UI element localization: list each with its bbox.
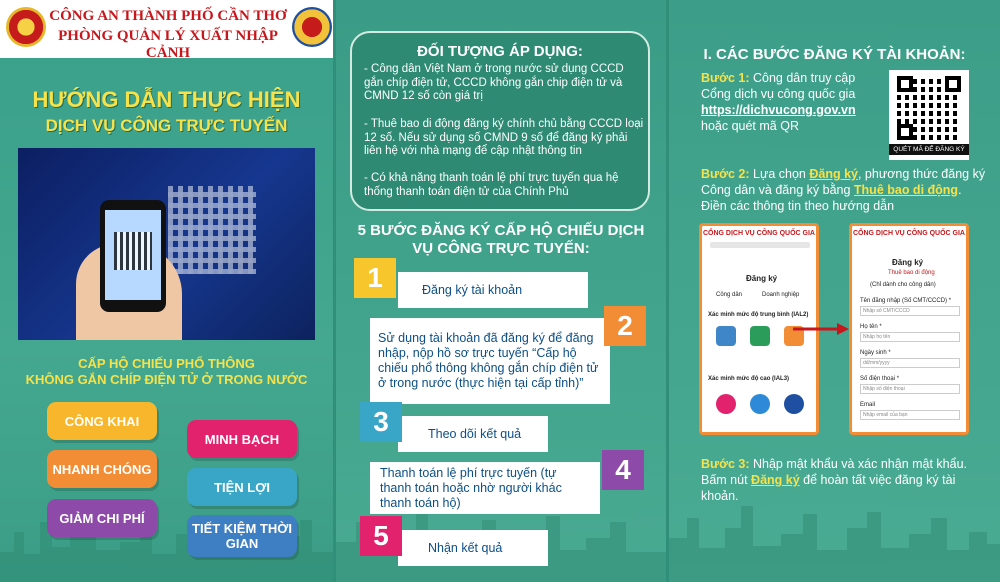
step-1-text: Đăng ký tài khoản bbox=[422, 282, 523, 297]
phone-qr-photo bbox=[18, 148, 315, 340]
header-line-2: PHÒNG QUẢN LÝ XUẤT NHẬP CẢNH bbox=[58, 28, 278, 61]
tag-cong-khai: CÔNG KHAI bbox=[47, 402, 157, 440]
thue-bao-link[interactable]: Thuê bao di động bbox=[853, 183, 959, 197]
mock-f3-input[interactable]: dd/mm/yyyy bbox=[860, 358, 960, 368]
mobile-sim-icon[interactable] bbox=[750, 326, 770, 346]
step2-paragraph bbox=[701, 166, 986, 214]
mock-form-sub: Thuê bao di động bbox=[888, 270, 935, 276]
mock-f2-label: Họ tên * bbox=[860, 324, 882, 330]
qr-finder-icon bbox=[945, 76, 961, 92]
vneid-icon[interactable] bbox=[716, 394, 736, 414]
step2-label: Bước 2: bbox=[701, 167, 750, 181]
steps-title-1: 5 BƯỚC ĐĂNG KÝ CẤP HỘ CHIẾU DỊCH bbox=[357, 222, 645, 239]
step-5-box bbox=[398, 530, 548, 566]
step-3-text: Theo dõi kết quả bbox=[428, 426, 522, 441]
target-bullet-1: - Công dân Việt Nam ở trong nước sử dụng CCCD gắn chíp điện tử, CCCD không gắn chip điện tử và CMND 12 số còn giá trị bbox=[364, 63, 624, 102]
vnpt-smartca-icon[interactable] bbox=[784, 394, 804, 414]
target-title: ĐỐI TƯỢNG ÁP DỤNG: bbox=[417, 43, 583, 60]
step2-text-a: Lựa chọn bbox=[753, 167, 806, 181]
registration-qr-code[interactable] bbox=[889, 70, 969, 160]
section-title: I. CÁC BƯỚC ĐĂNG KÝ TÀI KHOẢN: bbox=[703, 46, 966, 63]
mock-level3: Xác minh mức độ cao (IAL3) bbox=[708, 376, 790, 382]
step1-paragraph bbox=[701, 70, 881, 134]
step3-text-a: Nhập mật khẩu và xác nhận mật khẩu. Bấm nút bbox=[701, 457, 968, 487]
mobile-subscriber-icon[interactable] bbox=[716, 326, 736, 346]
qr-finder-icon bbox=[897, 76, 913, 92]
middle-panel bbox=[336, 0, 666, 582]
mock-opt-citizen[interactable]: Công dân bbox=[716, 292, 743, 298]
step1-text-b: hoặc quét mã QR bbox=[701, 119, 799, 133]
step1-label: Bước 1: bbox=[701, 71, 750, 85]
step2-text-c: . Điền các thông tin theo hướng dẫn bbox=[701, 183, 962, 213]
qr-finder-icon bbox=[897, 124, 913, 140]
step2-text-b: , phương thức đăng ký Công dân và đăng ký bằng bbox=[701, 167, 986, 197]
step-5-text: Nhận kết quả bbox=[428, 540, 503, 555]
target-bullet-3: - Có khả năng thanh toán lệ phí trực tuyến qua hệ thống thanh toán điện tử của Chính Phủ bbox=[364, 172, 619, 198]
mock-f1-label: Tên đăng nhập (Số CMT/CCCD) * bbox=[860, 298, 952, 304]
tag-giam-chi-phi: GIẢM CHI PHÍ bbox=[47, 499, 157, 537]
sim-ky-so-icon[interactable] bbox=[750, 394, 770, 414]
mock-portal-head: CỔNG DỊCH VỤ CÔNG QUỐC GIA bbox=[702, 230, 815, 237]
mock-form-head: CỔNG DỊCH VỤ CÔNG QUỐC GIA bbox=[852, 230, 965, 237]
right-panel bbox=[669, 0, 1000, 582]
step-3-number: 3 bbox=[360, 402, 402, 442]
phone-icon bbox=[100, 200, 166, 312]
dang-ky-link[interactable]: Đăng ký bbox=[809, 167, 858, 181]
city-skyline bbox=[669, 492, 1000, 582]
step-2-number: 2 bbox=[604, 306, 646, 346]
mock-line bbox=[710, 242, 810, 248]
step-4-box bbox=[370, 462, 600, 514]
mock-f1-input[interactable]: Nhập số CMT/CCCD bbox=[860, 306, 960, 316]
dichvucong-link[interactable]: https://dichvucong.gov.vn bbox=[701, 103, 856, 117]
header-banner bbox=[0, 0, 333, 61]
mock-level2: Xác minh mức độ trung bình (IAL2) bbox=[708, 312, 809, 318]
tag-nhanh-chong: NHANH CHÓNG bbox=[47, 450, 157, 488]
mock-f5-label: Email bbox=[860, 402, 876, 408]
dang-ky-button-ref[interactable]: Đăng ký bbox=[751, 473, 800, 487]
step-1-number: 1 bbox=[354, 258, 396, 298]
category-line-1: CẤP HỘ CHIẾU PHỔ THÔNG bbox=[78, 356, 255, 371]
mock-opt-business[interactable]: Doanh nghiệp bbox=[762, 292, 800, 298]
left-panel bbox=[0, 0, 333, 582]
mock-f4-label: Số điện thoại * bbox=[860, 376, 900, 382]
mock-f2-input[interactable]: Nhập họ tên bbox=[860, 332, 960, 342]
step-2-text: Sử dụng tài khoản đã đăng ký để đăng nhập, nộp hồ sơ trực tuyến “Cấp hộ chiếu phổ thông không gắn chíp điện tử ở trong nước (thực hiện tại cấp tỉnh)” bbox=[378, 331, 599, 390]
qr-pattern-icon bbox=[168, 186, 256, 274]
mock-f3-label: Ngày sinh * bbox=[860, 350, 891, 356]
mock-form-title: Đăng ký bbox=[892, 258, 924, 267]
step-5-number: 5 bbox=[360, 516, 402, 556]
mock-form-note: (Chỉ dành cho công dân) bbox=[870, 282, 936, 288]
main-title: HƯỚNG DẪN THỰC HIỆN bbox=[32, 87, 301, 112]
step3-paragraph bbox=[701, 456, 986, 504]
step-4-text: Thanh toán lệ phí trực tuyến (tự thanh toán hoặc nhờ người khác thanh toán hộ) bbox=[380, 465, 562, 510]
mock-f4-input[interactable]: Nhập số điện thoại bbox=[860, 384, 960, 394]
step1-text-a: Công dân truy cập Cổng dịch vụ công quốc gia bbox=[701, 71, 856, 101]
target-audience-box bbox=[350, 31, 650, 211]
step3-text-b: để hoàn tất việc đăng ký tài khoản. bbox=[701, 473, 956, 503]
mock-title: Đăng ký bbox=[746, 274, 778, 283]
target-bullet-2: - Thuê bao di động đăng ký chính chủ bằng CCCD loại 12 số. Nếu sử dụng số CMND 9 số để đăng ký phải liên hệ với nhà mạng để cập nhật thông tin bbox=[364, 118, 644, 157]
police-emblem-icon bbox=[6, 7, 46, 47]
steps-title-2: VỤ CÔNG TRỰC TUYẾN: bbox=[412, 240, 590, 257]
step-3-box bbox=[398, 416, 548, 452]
main-subtitle: DỊCH VỤ CÔNG TRỰC TUYẾN bbox=[45, 116, 288, 135]
mock-f5-input[interactable]: Nhập email của bạn bbox=[860, 410, 960, 420]
step-1-box bbox=[398, 272, 588, 308]
header-line-1: CÔNG AN THÀNH PHỐ CẦN THƠ bbox=[49, 8, 287, 24]
arrow-right-icon bbox=[791, 322, 851, 336]
step-4-number: 4 bbox=[602, 450, 644, 490]
qr-caption: QUÉT MÃ ĐỂ ĐĂNG KÝ bbox=[889, 144, 969, 155]
step3-label: Bước 3: bbox=[701, 457, 750, 471]
category-line-2: KHÔNG GẮN CHÍP ĐIỆN TỬ Ở TRONG NƯỚC bbox=[25, 372, 308, 387]
phone-qr-icon bbox=[114, 232, 152, 270]
tag-minh-bach: MINH BẠCH bbox=[187, 420, 297, 458]
register-form-mock bbox=[849, 223, 969, 435]
tag-tiet-kiem-thoi-gian: TIẾT KIỆM THỜI GIAN bbox=[187, 515, 297, 557]
immigration-emblem-icon bbox=[292, 7, 332, 47]
step-2-box bbox=[370, 318, 610, 404]
tag-tien-loi: TIỆN LỢI bbox=[187, 468, 297, 506]
